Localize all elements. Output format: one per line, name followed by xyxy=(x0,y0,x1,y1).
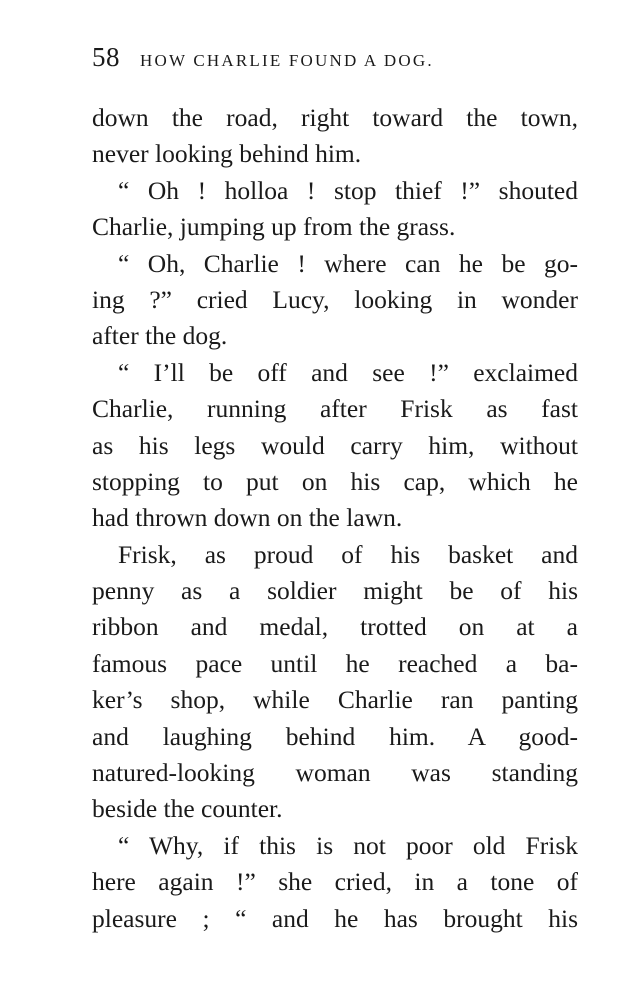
text-line: pleasure ; “ and he has brought his xyxy=(92,903,578,933)
text-line: Frisk, as proud of his basket and xyxy=(118,539,578,569)
text-line: ing ?” cried Lucy, looking in wonder xyxy=(92,284,578,314)
running-title: HOW CHARLIE FOUND A DOG. xyxy=(140,51,434,70)
text-line: never looking behind him. xyxy=(92,139,362,169)
page-number: 58 xyxy=(92,42,120,72)
text-line: and laughing behind him. A good- xyxy=(92,721,578,751)
text-line: stopping to put on his cap, which he xyxy=(92,466,578,496)
text-line: Charlie, jumping up from the grass. xyxy=(92,212,456,242)
text-line: “ Oh, Charlie ! where can he be go- xyxy=(118,248,578,278)
text-line: natured-looking woman was standing xyxy=(92,758,578,788)
text-line: beside the counter. xyxy=(92,794,283,824)
text-line: after the dog. xyxy=(92,321,228,351)
text-line: ribbon and medal, trotted on at a xyxy=(92,612,578,642)
text-line: Charlie, running after Frisk as fast xyxy=(92,394,578,424)
text-line: “ I’ll be off and see !” exclaimed xyxy=(118,357,578,387)
text-line: as his legs would carry him, without xyxy=(92,430,578,460)
text-line: here again !” she cried, in a tone of xyxy=(92,867,578,897)
text-line: had thrown down on the lawn. xyxy=(92,503,403,533)
text-line: down the road, right toward the town, xyxy=(92,103,578,132)
body-text xyxy=(92,100,578,937)
text-line: “ Why, if this is not poor old Frisk xyxy=(118,830,578,860)
text-line: penny as a soldier might be of his xyxy=(92,576,578,606)
text-line: ker’s shop, while Charlie ran panting xyxy=(92,685,578,715)
text-line: “ Oh ! holloa ! stop thief !” shouted xyxy=(118,175,578,205)
running-head xyxy=(92,40,582,74)
text-line: famous pace until he reached a ba- xyxy=(92,648,578,678)
